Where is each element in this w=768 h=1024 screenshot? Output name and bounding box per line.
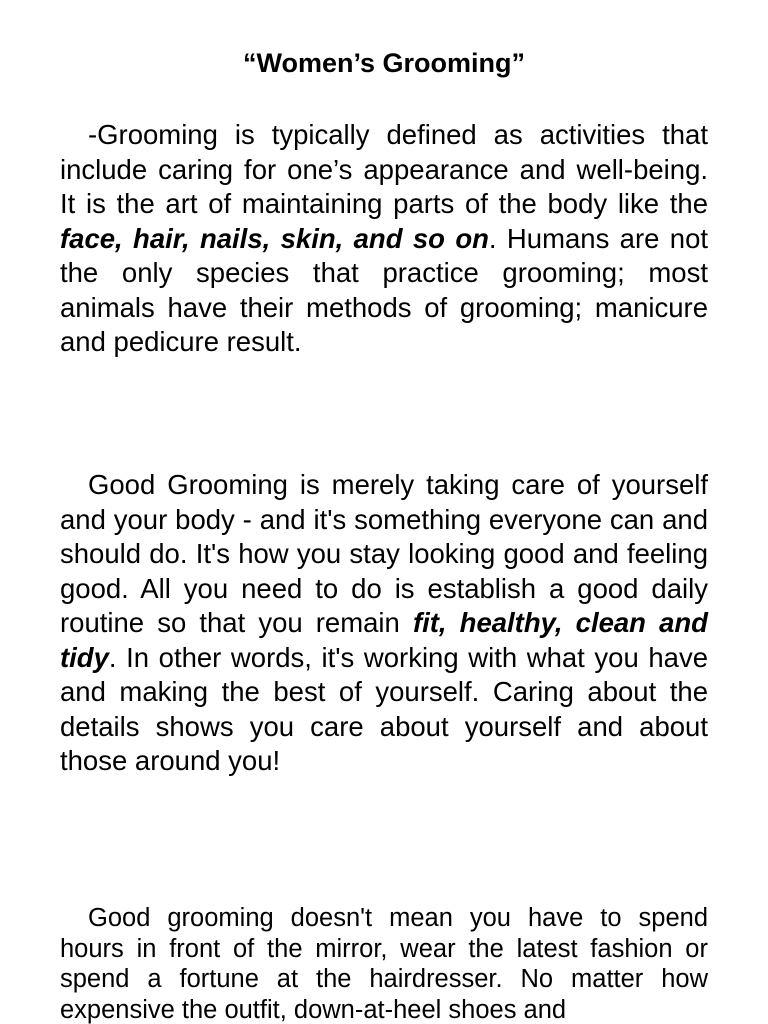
paragraph-text: Good Grooming is merely taking care of yourself and your body - and it's something everyone can and should do. It's how you stay looking good and feeling good. All you need to do is establish a good daily routine so that you remain: [60, 469, 708, 638]
emphasized-text: face, hair, nails, skin, and so on: [60, 222, 489, 254]
document-title: “Women’s Grooming”: [242, 48, 525, 78]
paragraph-good-grooming: [60, 468, 708, 779]
paragraph-grooming-cost: [60, 903, 708, 1024]
emphasized-text: fit, healthy, clean and tidy: [60, 607, 708, 673]
paragraph-grooming-definition: [60, 118, 708, 360]
paragraph-text: Good grooming doesn't mean you have to spend hours in front of the mirror, wear the latest fashion or spend a fortune at the hairdresser. No matter how expensive the outfit, down-at-heel shoes and: [60, 904, 708, 1024]
paragraph-text: . Humans are not the only species that practice grooming; most animals have their methods of grooming; manicure and pedicure result.: [60, 222, 708, 357]
paragraph-text: -Grooming is typically defined as activities that include caring for one’s appearance and well-being. It is the art of maintaining parts of the body like the: [60, 119, 708, 219]
paragraph-text: . In other words, it's working with what you have and making the best of yourself. Caring about the details shows you care about yourself and about those around you!: [60, 641, 708, 776]
